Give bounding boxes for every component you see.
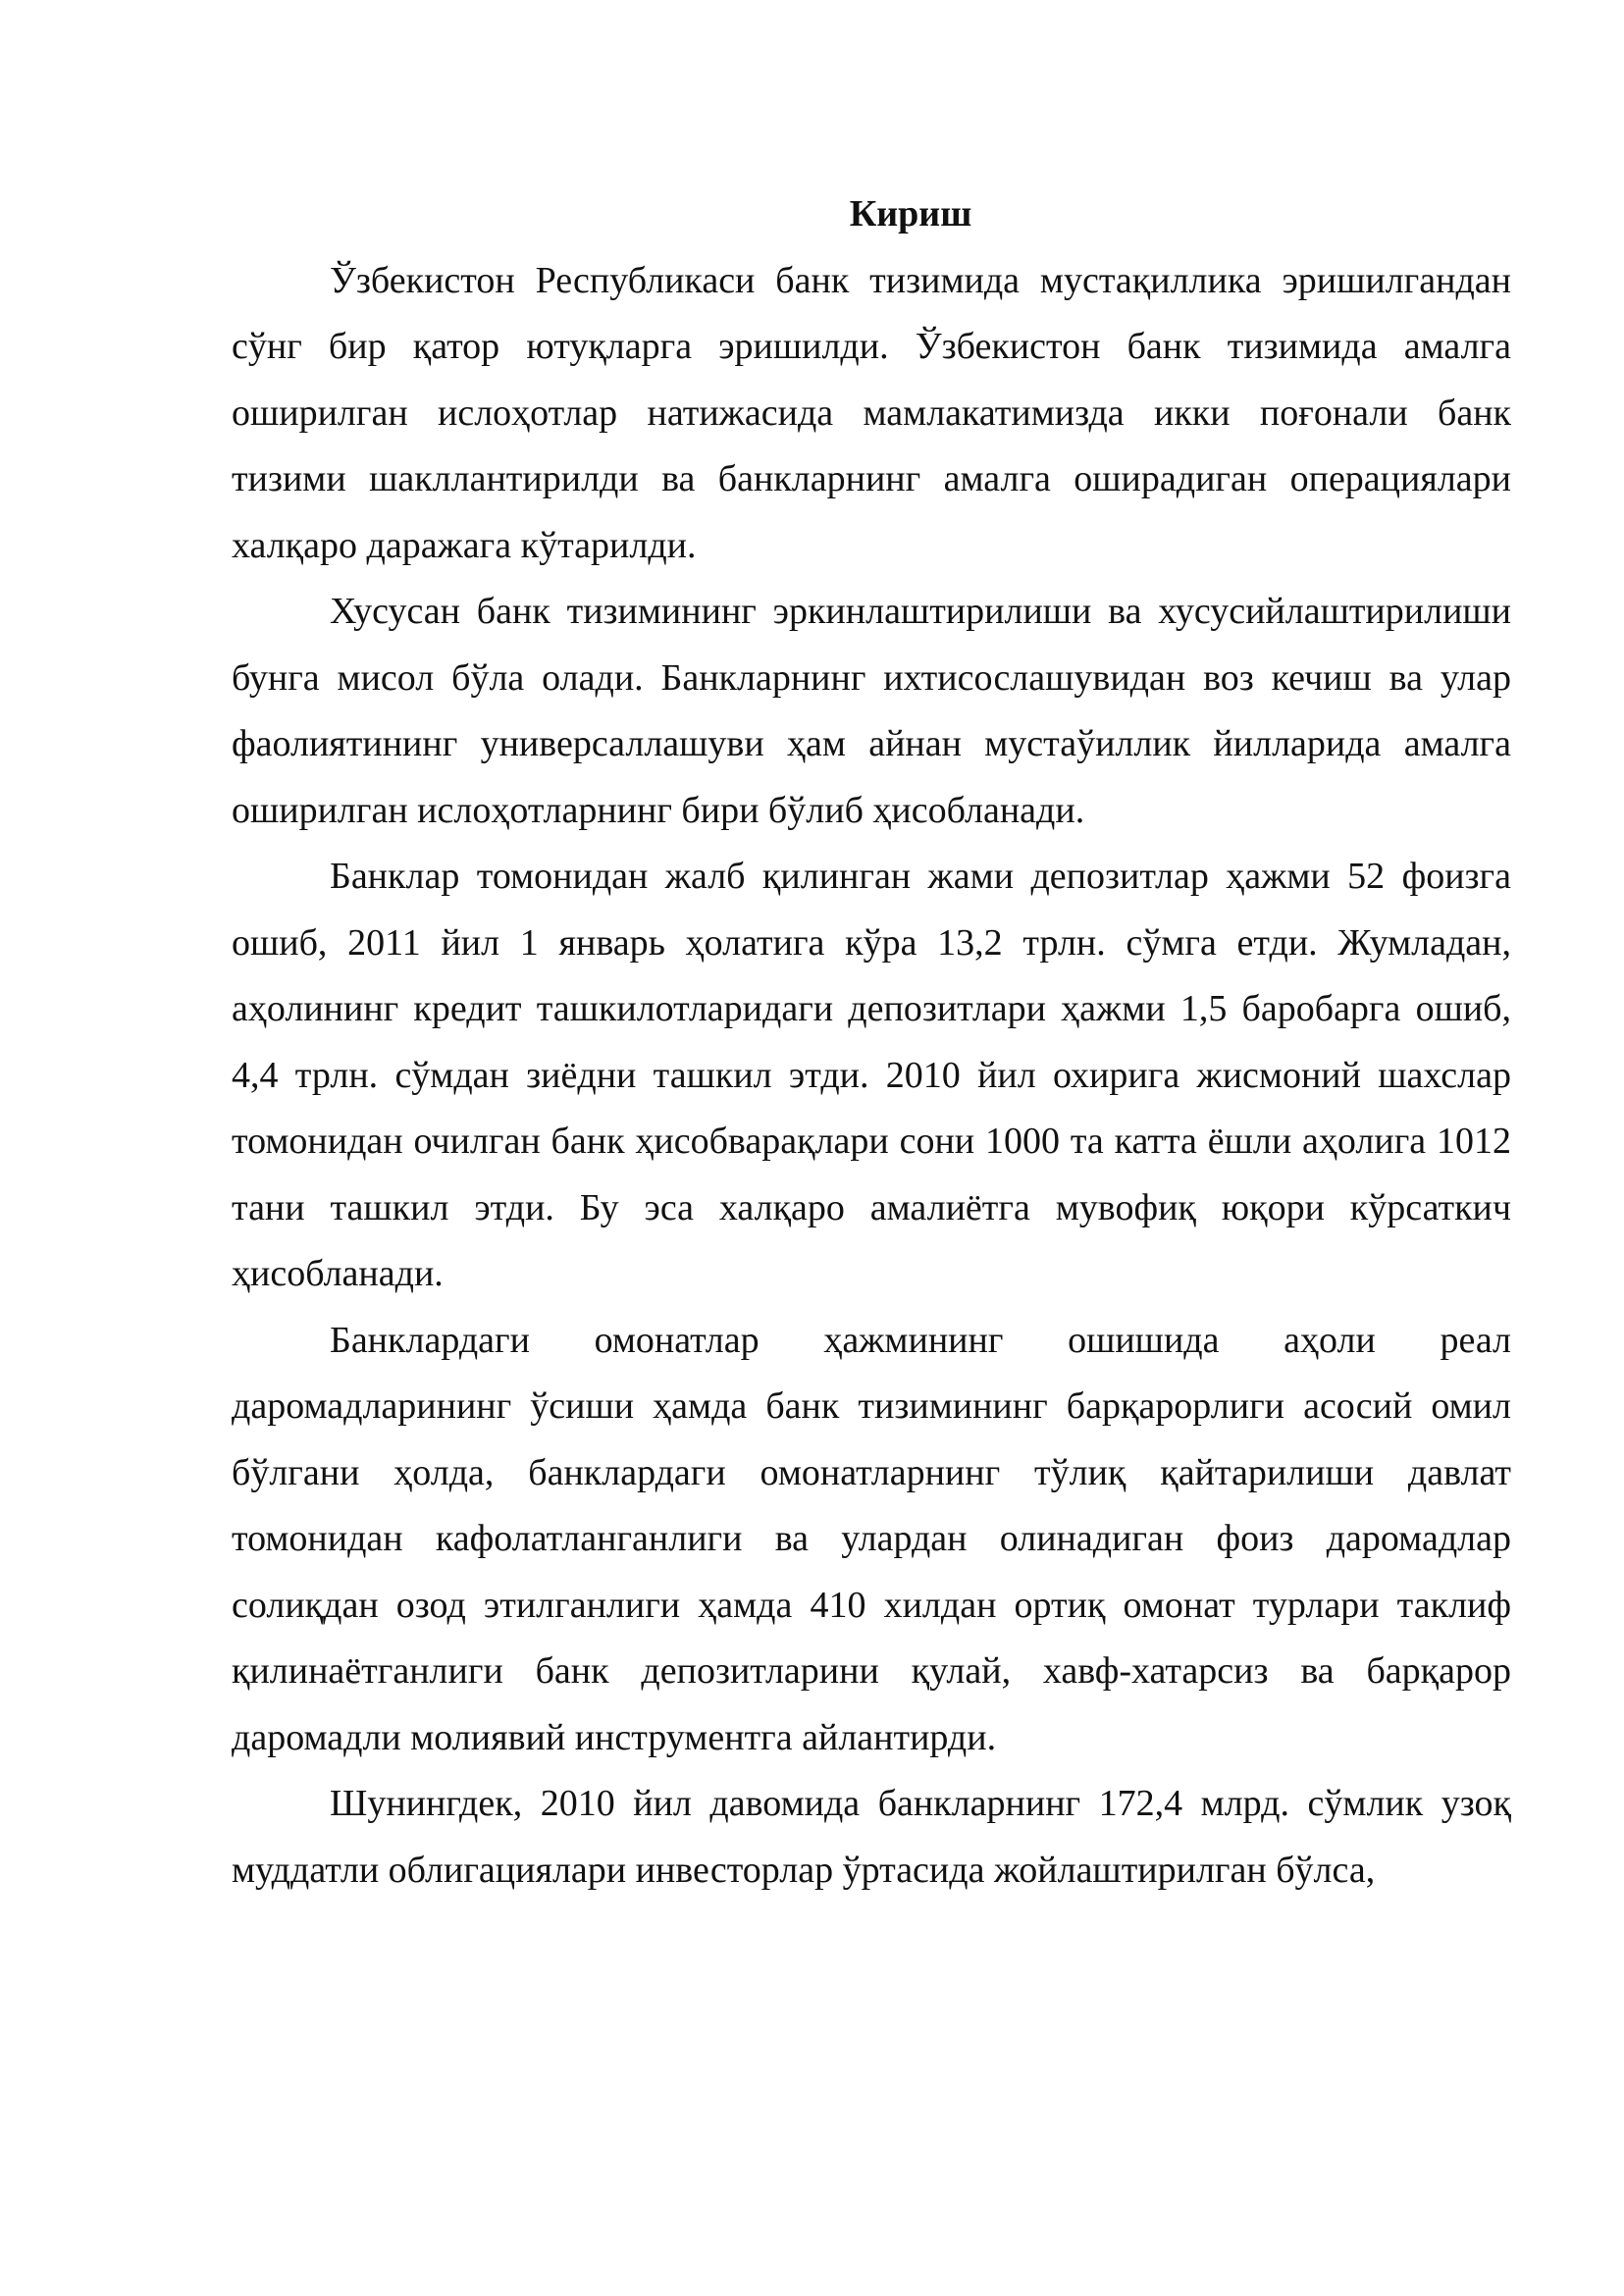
paragraph-2: Хусусан банк тизимининг эркинлаштирилиши ва хусусийлаштирилиши бунга мисол бўла олади. Банкларнинг ихтисослашувидан воз кечиш ва улар фаолиятининг универсаллашуви ҳам айнан мустаўиллик йилларида амалга оширилган ислоҳотларнинг бири бўлиб ҳисобланади.: [232, 591, 1511, 831]
paragraph-5: Шунингдек, 2010 йил давомида банкларнинг 172,4 млрд. сўмлик узоқ муддатли облигациялари инвесторлар ўртасида жойлаштирилган бўлса,: [232, 1783, 1511, 1891]
paragraph-1: Ўзбекистон Республикаси банк тизимида мустақиллика эришилгандан сўнг бир қатор ютуқларга эришилди. Ўзбекистон банк тизимида амалга оширилган ислоҳотлар натижасида мамлакатимизда икки поғонали банк тизими шакллантирилди ва банкларнинг амалга оширадиган операциялари халқаро даражага кўтарилди.: [232, 259, 1511, 566]
document-body: [232, 182, 1511, 1904]
paragraph-3: Банклар томонидан жалб қилинган жами депозитлар ҳажми 52 фоизга ошиб, 2011 йил 1 январь ҳолатига кўра 13,2 трлн. сўмга етди. Жумладан, аҳолининг кредит ташкилотларидаги депозитлари ҳажми 1,5 баробарга ошиб, 4,4 трлн. сўмдан зиёдни ташкил этди. 2010 йил охирига жисмоний шахслар томонидан очилган банк ҳисобварақлари сони 1000 та катта ёшли аҳолига 1012 тани ташкил этди. Бу эса халқаро амалиётга мувофиқ юқори кўрсаткич ҳисобланади.: [232, 856, 1511, 1294]
paragraph-4: Банклардаги омонатлар ҳажмининг ошишида аҳоли реал даромадларининг ўсиши ҳамда банк тизимининг барқарорлиги асосий омил бўлгани ҳолда, банклардаги омонатларнинг тўлиқ қайтарилиши давлат томонидан кафолатланганлиги ва улардан олинадиган фоиз даромадлар солиқдан озод этилганлиги ҳамда 410 хилдан ортиқ омонат турлари таклиф қилинаётганлиги банк депозитларини қулай, хавф-хатарсиз ва барқарор даромадли молиявий инструментга айлантирди.: [232, 1319, 1511, 1758]
document-title: Кириш: [849, 193, 972, 235]
